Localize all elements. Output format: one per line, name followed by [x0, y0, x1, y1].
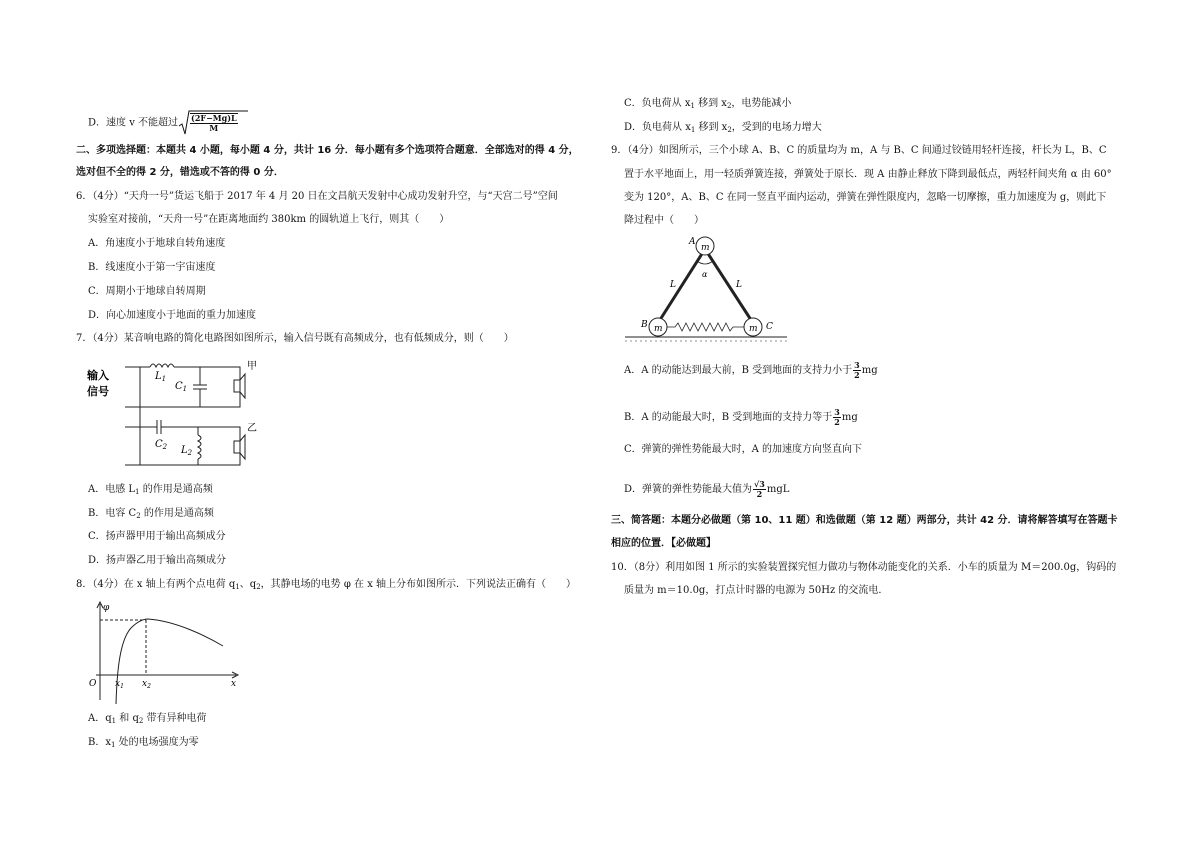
svg-text:m: m: [654, 324, 663, 334]
q8-stem: 8．（4分）在 x 轴上有两个点电荷 $q_1$、$q_2$，其静电场的电势 φ 在 x 轴上分布如图所示．下列说法正确有（ ）: [76, 579, 577, 591]
svg-text:α: α: [702, 270, 708, 279]
svg-text:L1: $L_1$: [155, 371, 167, 383]
q8-option-a: A．$q_1$ 和 $q_2$ 带有异种电荷: [88, 713, 207, 725]
section2-heading-line2: 选对但不全的得 2 分，错选或不答的得 0 分．: [76, 167, 284, 178]
q7-option-a: A．电感 $L_1$ 的作用是通高频: [88, 484, 213, 496]
q9-stem-line1: 9．（4分）如图所示，三个小球 A、B、C 的质量均为 m，A 与 B、C 间通过铰链用轻杆连接，杆长为 L，B、C: [611, 145, 1107, 156]
q8-option-c: C．负电荷从 $x_1$ 移到 $x_2$，电势能减小: [624, 98, 792, 110]
svg-text:甲: 甲: [247, 361, 257, 372]
q9-option-d: D．弹簧的弹性势能最大值为 $\frac{√3}{2}$ mgL: [624, 479, 790, 499]
svg-text:A: A: [689, 237, 696, 247]
q6-stem-line2: 实验室对接前，“天舟一号”在距离地面约 380km 的圆轨道上飞行，则其（ ）: [88, 214, 450, 225]
svg-text:x: x: [231, 679, 237, 689]
svg-text:m: m: [701, 243, 710, 253]
speaker-yi-icon: [234, 441, 240, 453]
svg-text:B: B: [641, 320, 648, 330]
svg-text:x1: $x_1$: [115, 679, 124, 690]
sqrt-expression: $\frac{(2F-Mg)L}{M}$: [178, 110, 239, 136]
q7-stem: 7．（4分）某音响电路的简化电路图如图所示，输入信号既有高频成分，也有低频成分，则（ ）: [76, 333, 514, 344]
svg-text:L2: $L_2$: [181, 445, 193, 457]
q6-option-a: A．角速度小于地球自转角速度: [88, 238, 226, 249]
q7-option-d: D．扬声器乙用于输出高频成分: [88, 555, 227, 566]
speaker-jia-icon: [234, 380, 240, 392]
q6-option-d: D．向心加速度小于地面的重力加速度: [88, 310, 257, 321]
svg-text:m: m: [749, 324, 758, 334]
q7-option-b: B．电容 $C_2$ 的作用是通高频: [88, 508, 214, 520]
svg-text:L: L: [736, 280, 742, 290]
q6-stem-line1: 6．（4分）“天舟一号”货运飞船于 2017 年 4 月 20 日在文昌航天发射中心成功发射升空，与“天宫二号”空间: [76, 191, 558, 202]
q6-option-c: C．周期小于地球自转周期: [88, 286, 206, 297]
q9-option-c: C．弹簧的弹性势能最大时，A 的加速度方向竖直向下: [624, 444, 863, 455]
q9-option-a: A．A 的动能达到最大前，B 受到地面的支持力小于 $\frac{3}{2}$ mg: [624, 360, 878, 380]
q9-stem-line3: 变为 120°，A、B、C 在同一竖直平面内运动，弹簧在弹性限度内，忽略一切摩擦，重力加速度为 g，则此下: [624, 192, 1107, 203]
svg-text:φ: φ: [103, 603, 110, 613]
q5-option-d: D．速度 v 不能超过 $\frac{(2F-Mg)L}{M}$: [88, 110, 239, 136]
q8-option-b: B．$x_1$ 处的电场强度为零: [88, 737, 199, 749]
q8-option-d: D．负电荷从 $x_1$ 移到 $x_2$，受到的电场力增大: [624, 122, 822, 134]
three-ball-linkage-diagram: [625, 235, 790, 345]
svg-text:信号: 信号: [87, 385, 109, 398]
q7-option-c: C．扬声器甲用于输出高频成分: [88, 531, 226, 542]
q9-option-b: B．A 的动能最大时，B 受到地面的支持力等于 $\frac{3}{2}$ mg: [624, 407, 858, 427]
svg-text:O: O: [89, 679, 97, 689]
svg-text:乙: 乙: [247, 423, 257, 434]
q9-stem-line4: 降过程中（ ）: [624, 215, 704, 226]
section3-heading-line1: 三、简答题：本题分必做题（第 10、11 题）和选做题（第 12 题）两部分，共计 42 分．请将解答填写在答题卡: [611, 515, 1118, 526]
svg-text:L: L: [670, 280, 676, 290]
svg-text:x2: $x_2$: [142, 679, 151, 690]
q10-stem-line1: 10．（8分）利用如图 1 所示的实验装置探究恒力做功与物体动能变化的关系．小车的质量为 M＝200.0g，钩码的: [611, 562, 1117, 573]
svg-text:C: C: [766, 322, 773, 332]
section2-heading-line1: 二、多项选择题：本题共 4 小题，每小题 4 分，共计 16 分．每小题有多个选项符合题意．全部选对的得 4 分，: [76, 145, 579, 156]
q6-option-b: B．线速度小于第一宇宙速度: [88, 262, 216, 273]
svg-text:C1: $C_1$: [175, 381, 188, 393]
potential-graph: [86, 600, 246, 705]
section3-heading-line2: 相应的位置．【必做题】: [611, 538, 716, 549]
svg-text:输入: 输入: [87, 369, 109, 382]
svg-text:C2: $C_2$: [155, 439, 168, 451]
speaker-circuit-diagram: [85, 355, 270, 467]
q10-stem-line2: 质量为 m＝10.0g，打点计时器的电源为 50Hz 的交流电．: [624, 585, 889, 596]
q9-stem-line2: 置于水平地面上，用一轻质弹簧连接，弹簧处于原长．现 A 由静止释放下降到最低点，两轻杆间夹角 α 由 60°: [624, 169, 1112, 180]
